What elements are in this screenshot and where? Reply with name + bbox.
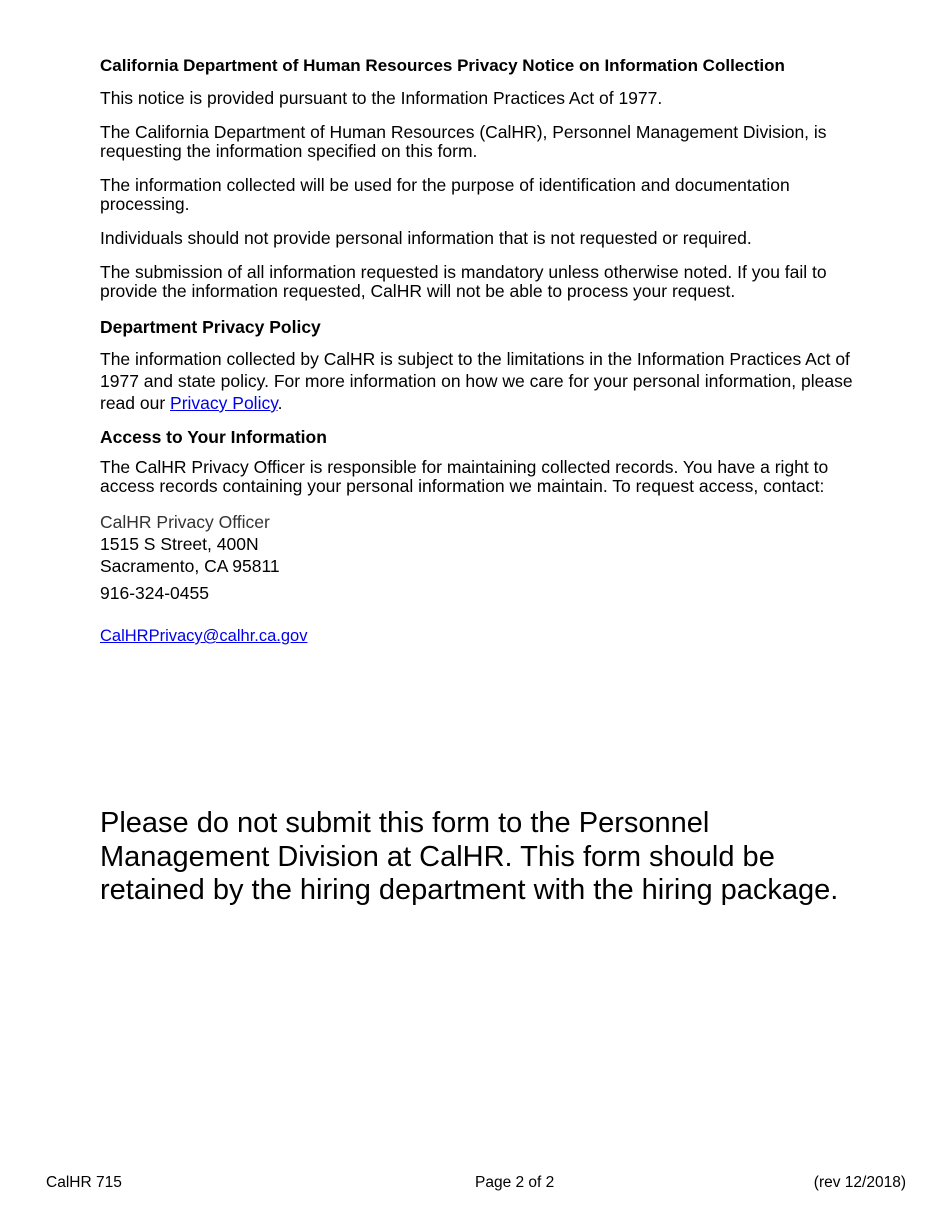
privacy-policy-heading: Department Privacy Policy [100,317,321,337]
access-paragraph: The CalHR Privacy Officer is responsible for maintaining collected records. You have a right to access records containing your personal information we maintain. To request access, contact: [100,457,829,496]
paragraph-mandatory-submission: The submission of all information requested is mandatory unless otherwise noted. If you fail to provide the information requested, CalHR will not be able to process your request. [100,262,827,301]
document-body [100,55,870,647]
contact-email-link[interactable]: CalHRPrivacy@calhr.ca.gov [100,627,308,645]
privacy-policy-period: . [277,393,283,413]
do-not-submit-notice: Please do not submit this form to the Personnel Management Division at CalHR. This form should be retained by the hiring department with the hiring package. [100,807,839,906]
contact-block [100,511,870,647]
paragraph-purpose: The information collected will be used for the purpose of identification and documentation processing. [100,175,790,214]
contact-phone: 916-324-0455 [100,583,209,603]
footer-page-number: Page 2 of 2 [475,1174,555,1191]
document-title: California Department of Human Resources Privacy Notice on Information Collection [100,56,785,75]
privacy-policy-paragraph [100,348,870,414]
contact-street: 1515 S Street, 400N [100,534,259,554]
footer-form-id: CalHR 715 [46,1174,122,1191]
contact-city: Sacramento, CA 95811 [100,556,280,576]
access-heading: Access to Your Information [100,427,327,447]
paragraph-ipa-notice: This notice is provided pursuant to the Information Practices Act of 1977. [100,88,663,108]
privacy-policy-text: The information collected by CalHR is subject to the limitations in the Information Practices Act of 1977 and state policy. For more information on how we care for your personal information, please read our [100,349,853,413]
contact-name: CalHR Privacy Officer [100,512,270,532]
paragraph-requesting-division: The California Department of Human Resources (CalHR), Personnel Management Division, is requesting the information specified on this form. [100,122,827,161]
privacy-policy-link[interactable]: Privacy Policy [170,393,278,413]
footer-revision: (rev 12/2018) [813,1174,906,1191]
paragraph-do-not-provide: Individuals should not provide personal information that is not requested or required. [100,228,752,248]
